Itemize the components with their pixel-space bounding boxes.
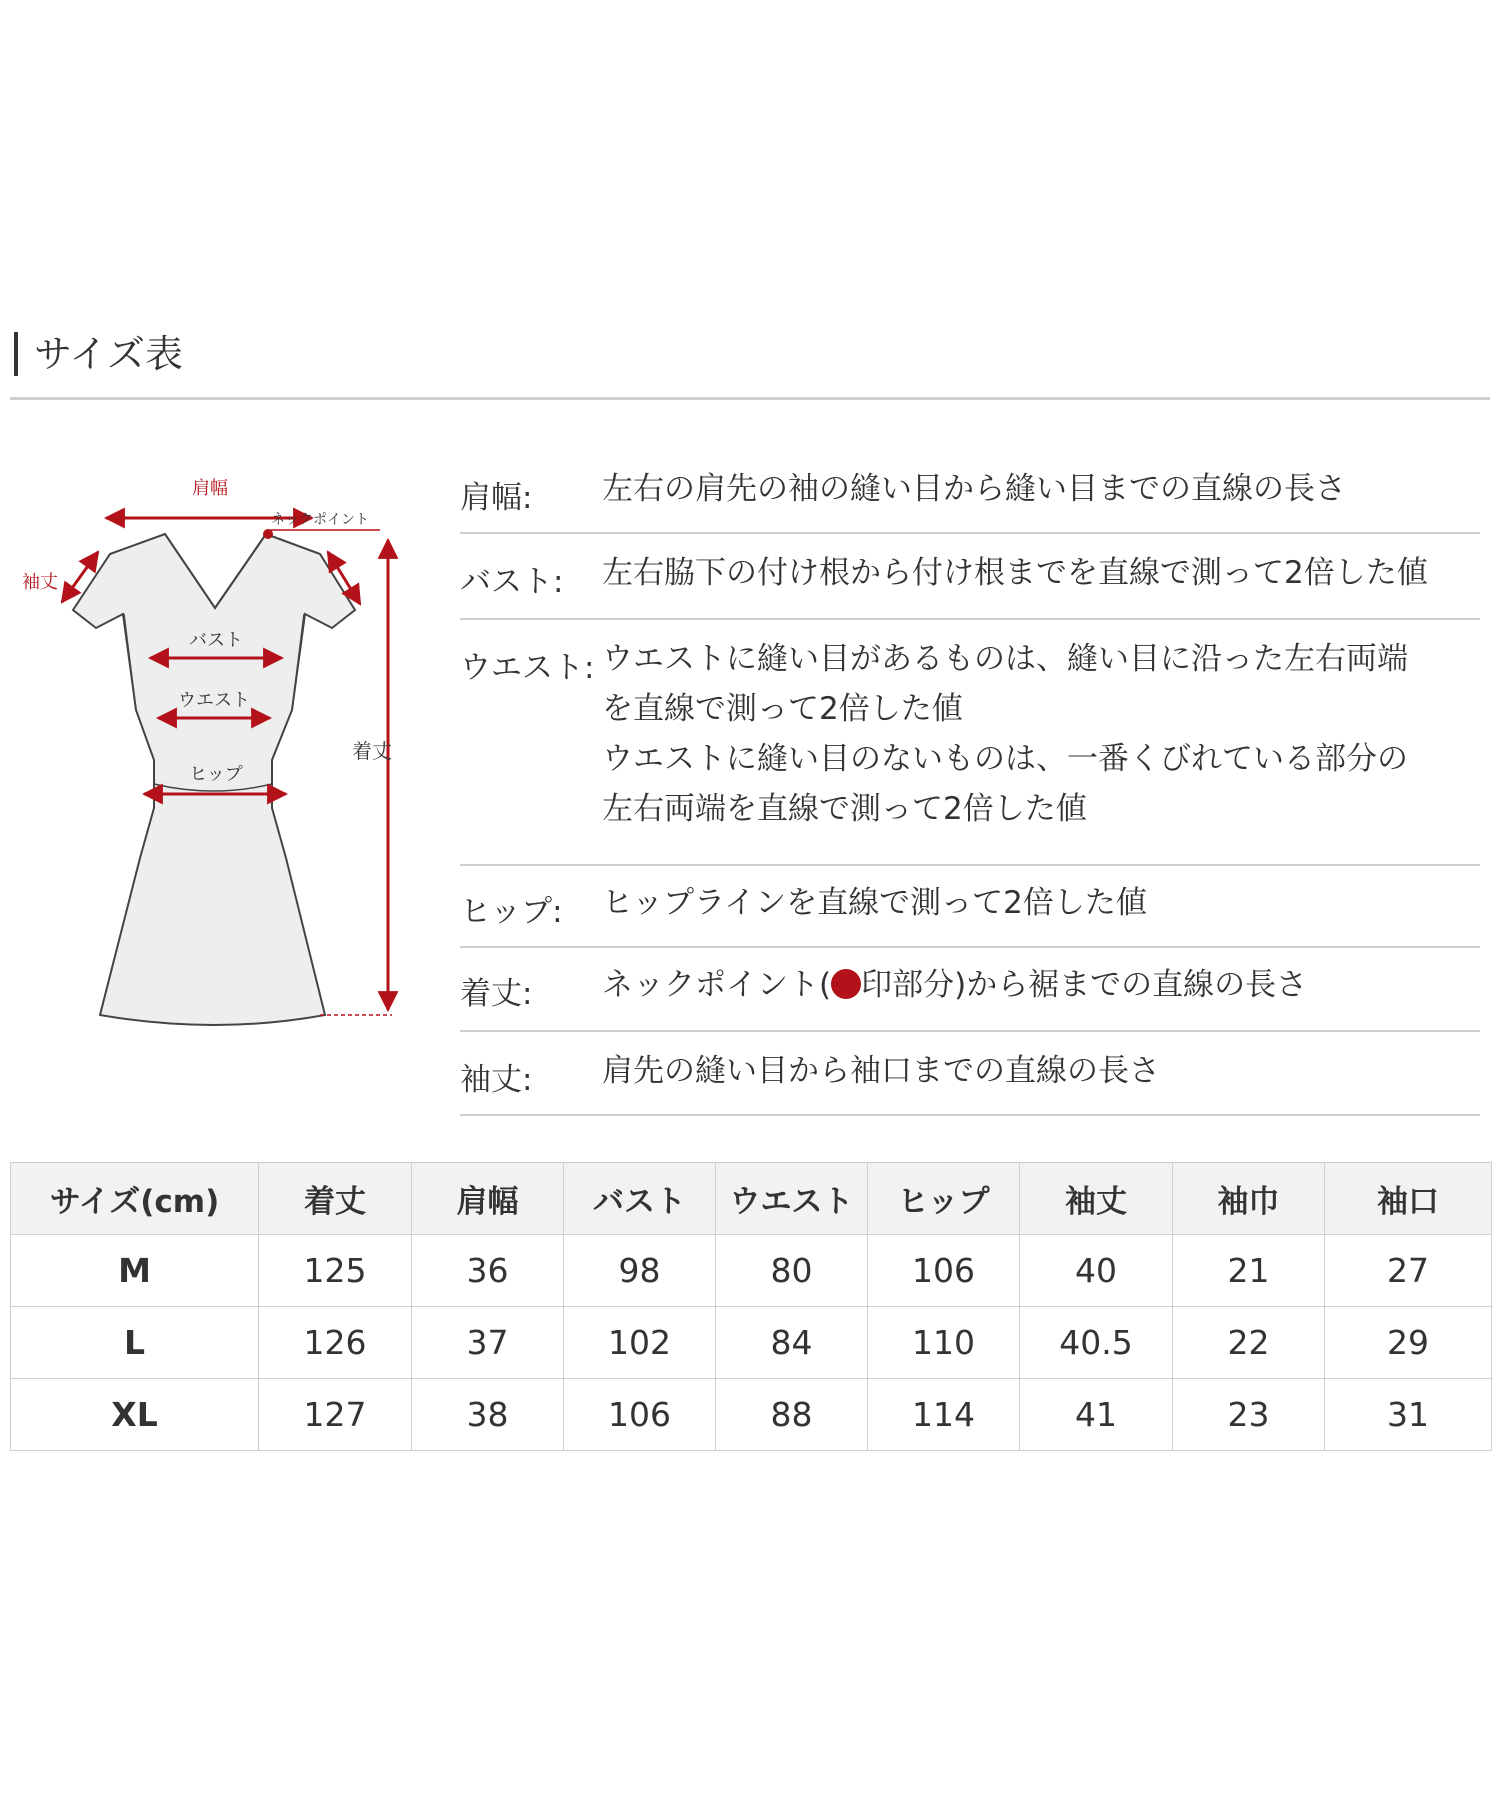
table-cell: 22 <box>1173 1307 1325 1379</box>
table-cell: 31 <box>1325 1379 1492 1451</box>
table-cell: 38 <box>412 1379 564 1451</box>
title-bar-accent <box>14 332 18 376</box>
definition-line: 左右両端を直線で測って2倍した値 <box>602 791 1087 827</box>
table-cell: 102 <box>564 1307 716 1379</box>
table-cell: 37 <box>412 1307 564 1379</box>
dress-measurement-diagram <box>20 460 400 1040</box>
definition-description <box>602 548 1428 598</box>
definition-row-waist <box>460 620 1480 866</box>
definition-line: 肩先の縫い目から袖口までの直線の長さ <box>602 1053 1160 1089</box>
section-header <box>10 328 1490 400</box>
definition-text-before-dot: ネックポイント( <box>602 967 832 1003</box>
sleeve-label: 袖丈 <box>22 572 58 593</box>
definition-term: 袖丈: <box>460 1062 533 1098</box>
table-cell: 106 <box>564 1379 716 1451</box>
table-cell: 126 <box>259 1307 412 1379</box>
definition-term: 肩幅: <box>460 480 533 516</box>
table-cell: 21 <box>1173 1235 1325 1307</box>
table-cell: 40 <box>1020 1235 1173 1307</box>
table-row <box>11 1307 1492 1379</box>
size-name-cell: XL <box>11 1379 259 1451</box>
size-table <box>10 1162 1492 1451</box>
table-row <box>11 1379 1492 1451</box>
hip-label: ヒップ <box>189 764 243 785</box>
column-header: 袖丈 <box>1020 1163 1173 1235</box>
definition-line: 左右脇下の付け根から付け根までを直線で測って2倍した値 <box>602 555 1428 591</box>
shoulder-label: 肩幅 <box>192 478 228 499</box>
size-name-cell: L <box>11 1307 259 1379</box>
size-table-header-row <box>11 1163 1492 1235</box>
table-cell: 27 <box>1325 1235 1492 1307</box>
table-cell: 36 <box>412 1235 564 1307</box>
column-header: 着丈 <box>259 1163 412 1235</box>
definition-row-length <box>460 948 1480 1032</box>
definition-row-sleeve <box>460 1032 1480 1116</box>
header-divider <box>10 397 1490 400</box>
table-cell: 125 <box>259 1235 412 1307</box>
table-cell: 84 <box>716 1307 868 1379</box>
definition-line: ヒップラインを直線で測って2倍した値 <box>602 885 1147 921</box>
table-cell: 41 <box>1020 1379 1173 1451</box>
length-label: 着丈 <box>352 739 392 763</box>
table-cell: 127 <box>259 1379 412 1451</box>
waist-label: ウエスト <box>178 690 250 711</box>
definition-term: バスト: <box>460 564 564 600</box>
definition-row-shoulder <box>460 460 1480 534</box>
definition-description <box>602 464 1346 514</box>
column-header: 袖口 <box>1325 1163 1492 1235</box>
definition-description <box>602 960 1307 1010</box>
definition-description <box>602 1046 1160 1096</box>
table-cell: 98 <box>564 1235 716 1307</box>
size-name-cell: M <box>11 1235 259 1307</box>
definition-text-after-dot: 印部分)から裾までの直線の長さ <box>861 967 1308 1003</box>
definition-description <box>602 634 1408 834</box>
bust-label: バスト <box>189 630 243 651</box>
definition-term: 着丈: <box>460 976 533 1012</box>
definition-row-hip <box>460 866 1480 948</box>
table-cell: 106 <box>868 1235 1020 1307</box>
definition-line: ウエストに縫い目があるものは、縫い目に沿った左右両端 <box>602 641 1408 677</box>
table-cell: 29 <box>1325 1307 1492 1379</box>
page-title: サイズ表 <box>34 332 183 376</box>
definition-line: ウエストに縫い目のないものは、一番くびれている部分の <box>602 741 1408 777</box>
column-header: ヒップ <box>868 1163 1020 1235</box>
table-cell: 110 <box>868 1307 1020 1379</box>
definition-term: ウエスト: <box>460 650 595 686</box>
definition-line: 左右の肩先の袖の縫い目から縫い目までの直線の長さ <box>602 471 1346 507</box>
measurement-definitions <box>460 460 1480 1116</box>
neck-point-label: ネックポイント <box>271 512 369 528</box>
column-header: ウエスト <box>716 1163 868 1235</box>
definition-term: ヒップ: <box>460 894 563 930</box>
table-cell: 80 <box>716 1235 868 1307</box>
column-header: サイズ(cm) <box>11 1163 259 1235</box>
definition-description <box>602 878 1147 928</box>
definition-row-bust <box>460 534 1480 620</box>
column-header: 袖巾 <box>1173 1163 1325 1235</box>
column-header: バスト <box>564 1163 716 1235</box>
neck-point-dot-icon <box>831 969 861 999</box>
table-cell: 88 <box>716 1379 868 1451</box>
table-cell: 114 <box>868 1379 1020 1451</box>
table-cell: 40.5 <box>1020 1307 1173 1379</box>
table-row <box>11 1235 1492 1307</box>
table-cell: 23 <box>1173 1379 1325 1451</box>
definition-line: を直線で測って2倍した値 <box>602 691 963 727</box>
column-header: 肩幅 <box>412 1163 564 1235</box>
